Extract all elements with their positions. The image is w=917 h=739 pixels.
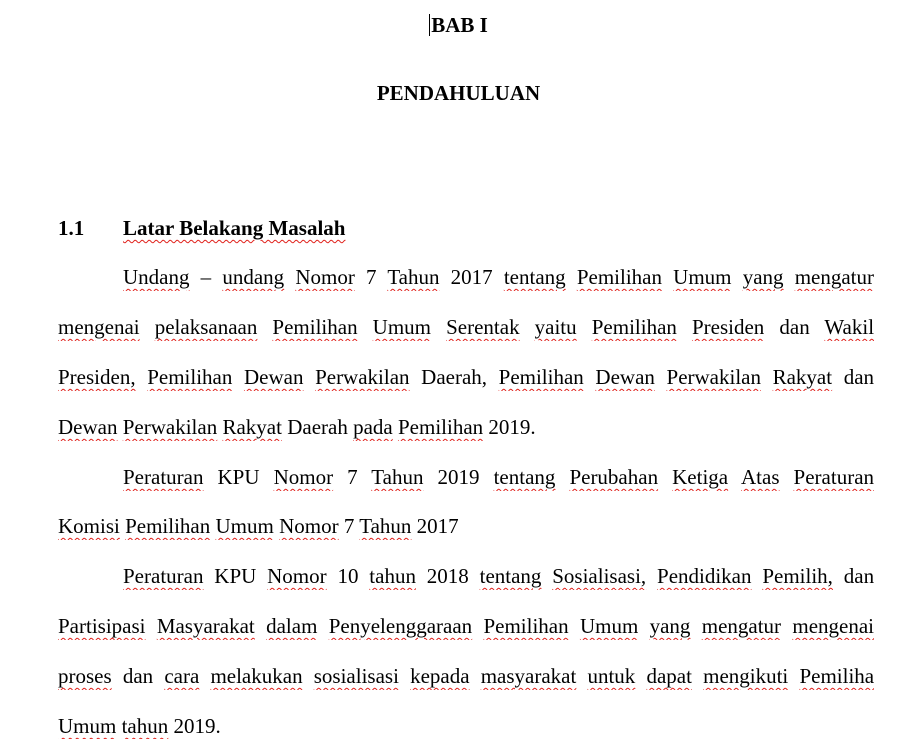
word: Penyelenggaraan [328, 614, 473, 638]
line-text [123, 265, 874, 289]
word: Pemilih, [762, 564, 833, 588]
word: Masyarakat [156, 614, 255, 638]
word: yaitu [534, 315, 577, 339]
word: Dewan [58, 415, 118, 439]
word: Umum [58, 714, 117, 738]
word: sosialisasi [313, 664, 399, 688]
word: KPU [217, 465, 260, 489]
line-text [58, 614, 874, 638]
paragraph-line [58, 313, 874, 341]
word: yang [742, 265, 784, 289]
word: Pemilihan [591, 315, 677, 339]
word: 2019. [173, 714, 221, 738]
word: Dewan [595, 365, 655, 389]
word: Dewan [243, 365, 304, 389]
word: pada [353, 415, 393, 439]
word: Nomor [295, 265, 355, 289]
word: Serentak [446, 315, 520, 339]
word: Perubahan [569, 465, 659, 489]
word: Daerah, [421, 365, 488, 389]
word: 10 [337, 564, 359, 588]
paragraph-line [58, 413, 874, 441]
word: KPU [214, 564, 257, 588]
word: pelaksanaan [154, 315, 258, 339]
word: Tahun [359, 514, 412, 538]
word: Pemilihan [272, 315, 358, 339]
word: Peraturan [793, 465, 874, 489]
word: Umum [372, 315, 432, 339]
word: tahun [121, 714, 169, 738]
word: dan [122, 664, 154, 688]
paragraph-line [58, 463, 874, 491]
word: Peraturan [123, 465, 204, 489]
word: Pemilihan [397, 415, 484, 439]
word: 2019. [488, 415, 536, 439]
word: Sosialisasi, [552, 564, 647, 588]
paragraph-line [58, 263, 874, 291]
word: Nomor [273, 465, 334, 489]
word: 7 [343, 514, 355, 538]
word: kepada [410, 664, 470, 688]
word: mengatur [701, 614, 782, 638]
chapter-heading [0, 13, 917, 37]
word: 2019 [437, 465, 480, 489]
word: 2017 [450, 265, 493, 289]
word: Pemiliha [799, 664, 874, 688]
word: tentang [493, 465, 556, 489]
word: Presiden, [58, 365, 136, 389]
word: dan [779, 315, 810, 339]
word: undang [222, 265, 285, 289]
word: Nomor [279, 514, 339, 538]
line-text [58, 365, 874, 389]
word: Pemilihan [498, 365, 584, 389]
word: Komisi [58, 514, 120, 538]
word: masyarakat [480, 664, 577, 688]
word: dan [843, 365, 874, 389]
word: Nomor [267, 564, 327, 588]
word: proses [58, 664, 112, 688]
word: Pemilihan [147, 365, 233, 389]
word: Ketiga [672, 465, 729, 489]
word: Tahun [387, 265, 440, 289]
word: Perwakilan [315, 365, 410, 389]
word: melakukan [210, 664, 303, 688]
word: tentang [503, 265, 566, 289]
line-text [58, 415, 536, 439]
word: Atas [741, 465, 780, 489]
line-text [58, 714, 221, 738]
word: yang [649, 614, 691, 638]
word: cara [164, 664, 200, 688]
word: Pemilihan [576, 265, 662, 289]
word: dapat [646, 664, 692, 688]
paragraph-line [58, 512, 874, 540]
word: 2018 [426, 564, 469, 588]
word: mengenai [58, 315, 140, 339]
word: Peraturan [123, 564, 204, 588]
word: Wakil [824, 315, 874, 339]
word: Pemilihan [125, 514, 211, 538]
word: Tahun [371, 465, 424, 489]
word: untuk [587, 664, 636, 688]
word: Pemilihan [483, 614, 569, 638]
word: Rakyat [772, 365, 833, 389]
word: Daerah [287, 415, 348, 439]
word: 7 [347, 465, 358, 489]
word: Umum [579, 614, 639, 638]
word: dan [843, 564, 874, 588]
section-heading [58, 216, 345, 240]
paragraph-line [58, 662, 874, 690]
word: Umum [673, 265, 732, 289]
line-text [58, 514, 459, 538]
chapter-label: BAB I [431, 13, 488, 37]
word: mengikuti [703, 664, 789, 688]
word: Perwakilan [666, 365, 761, 389]
word: Rakyat [222, 415, 282, 439]
word: mengenai [792, 614, 874, 638]
paragraph-line [58, 562, 874, 590]
word: Perwakilan [122, 415, 218, 439]
word: tentang [479, 564, 542, 588]
section-number: 1.1 [58, 216, 85, 240]
word: Pendidikan [657, 564, 752, 588]
word: 7 [366, 265, 377, 289]
chapter-title: PENDAHULUAN [376, 81, 541, 105]
paragraph-line [58, 612, 874, 640]
line-text [123, 564, 874, 588]
line-text [58, 315, 874, 339]
paragraph-line [58, 363, 874, 391]
word: Partisipasi [58, 614, 146, 638]
line-text [58, 664, 874, 688]
paragraph-line [58, 712, 874, 739]
word: dalam [266, 614, 318, 638]
word: Umum [215, 514, 274, 538]
word: – [200, 265, 212, 289]
word: Presiden [691, 315, 765, 339]
word: tahun [369, 564, 416, 588]
word: Undang [123, 265, 190, 289]
section-title: Latar Belakang Masalah [123, 216, 346, 240]
word: mengatur [794, 265, 874, 289]
word: 2017 [416, 514, 459, 538]
line-text [123, 465, 874, 489]
